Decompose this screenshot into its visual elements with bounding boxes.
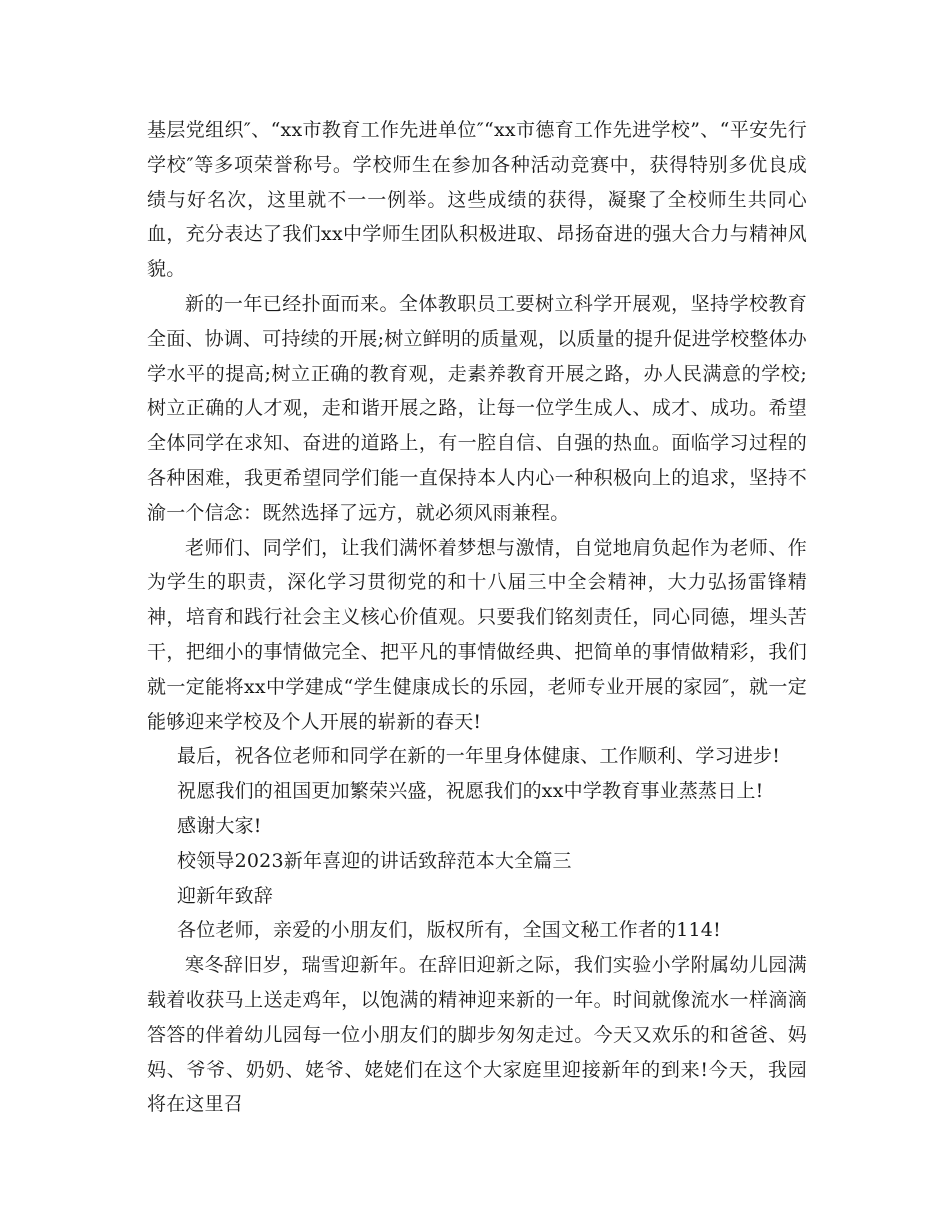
speech-greeting: 各位老师，亲爱的小朋友们，版权所有，全国文秘工作者的114!	[177, 919, 721, 942]
document-body	[147, 113, 807, 1122]
paragraph-honors-continued: 基层党组织″、“xx市教育工作先进单位″“xx市德育工作先进学校”、“平安先行学校″等多项荣誉称号。学校师生在参加各种活动竞赛中，获得特别多优良成绩与好名次，这里就不一一例举。这些成绩的获得，凝聚了全校师生共同心血，充分表达了我们xx中学师生团队积极进取、昂扬奋进的强大合力与精神风貌。	[147, 119, 807, 281]
paragraph-thanks: 感谢大家!	[177, 814, 262, 837]
section-heading: 校领导2023新年喜迎的讲话致辞范本大全篇三	[177, 849, 572, 872]
paragraph-call-to-action: 老师们、同学们，让我们满怀着梦想与激情，自觉地肩负起作为老师、作为学生的职责，深化学习贯彻党的和十八届三中全会精神，大力弘扬雷锋精神，培育和践行社会主义核心价值观。只要我们铭刻责任，同心同德，埋头苦干，把细小的事情做完全、把平凡的事情做经典、把简单的事情做精彩，我们就一定能将xx中学建成“学生健康成长的乐园，老师专业开展的家园″，就一定能够迎来学校及个人开展的崭新的春天!	[147, 536, 807, 733]
paragraph-new-year-goals: 新的一年已经扑面而来。全体教职员工要树立科学开展观，坚持学校教育全面、协调、可持续的开展;树立鲜明的质量观，以质量的提升促进学校整体办学水平的提高;树立正确的教育观，走素养教育开展之路，办人民满意的学校;树立正确的人才观，走和谐开展之路，让每一位学生成人、成才、成功。希望全体同学在求知、奋进的道路上，有一腔自信、自强的热血。面临学习过程的各种困难，我更希望同学们能一直保持本人内心一种积极向上的追求，坚持不渝一个信念：既然选择了远方，就必须风雨兼程。	[147, 292, 807, 524]
paragraph-kindergarten-new-year: 寒冬辞旧岁，瑞雪迎新年。在辞旧迎新之际，我们实验小学附属幼儿园满载着收获马上送走鸡年，以饱满的精神迎来新的一年。时间就像流水一样滴滴答答的伴着幼儿园每一位小朋友们的脚步匆匆走过。今天又欢乐的和爸爸、妈妈、爷爷、奶奶、姥爷、姥姥们在这个大家庭里迎接新年的到来!今天，我园将在这里召	[147, 954, 807, 1116]
speech-title: 迎新年致辞	[177, 884, 274, 907]
paragraph-best-wishes: 最后，祝各位老师和同学在新的一年里身体健康、工作顺利、学习进步!	[177, 745, 781, 768]
paragraph-blessing: 祝愿我们的祖国更加繁荣兴盛，祝愿我们的xx中学教育事业蒸蒸日上!	[177, 780, 764, 803]
